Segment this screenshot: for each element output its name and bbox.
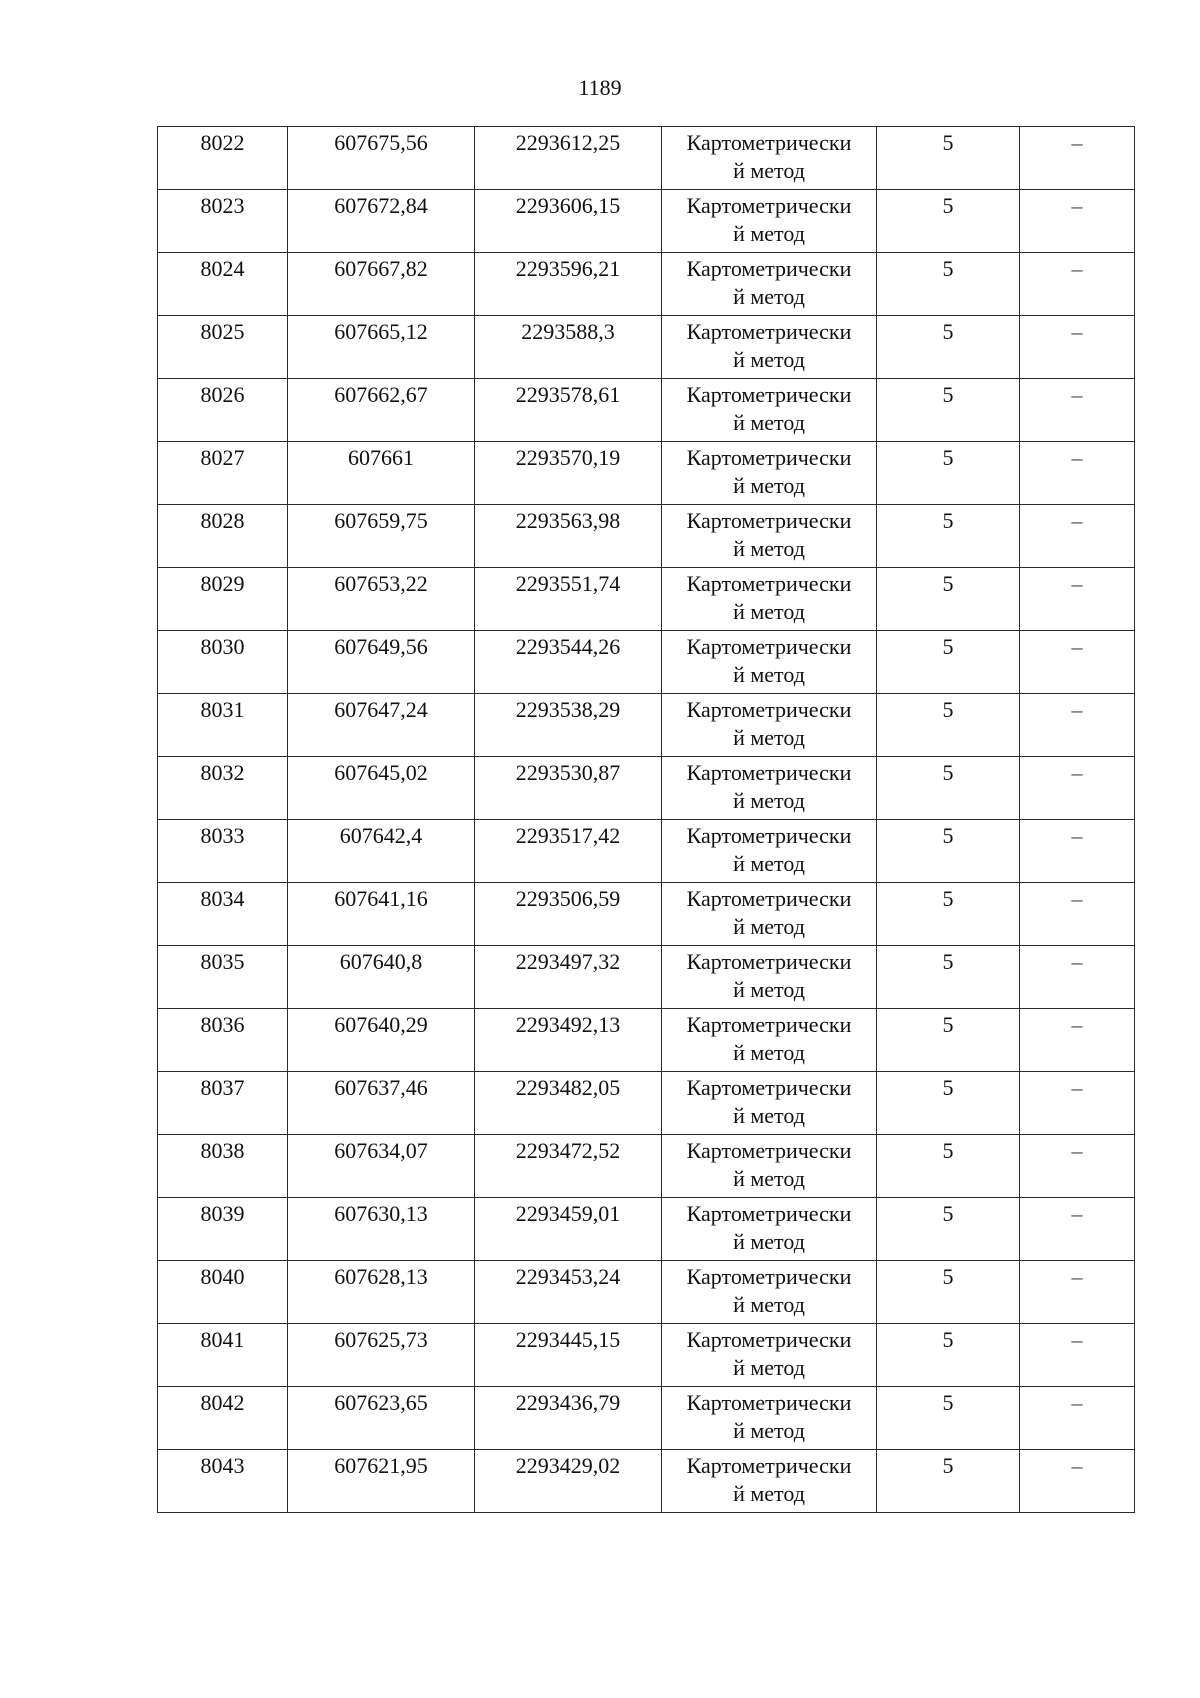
y-coordinate-cell: 2293538,29 (475, 694, 662, 757)
table-row (158, 505, 1135, 568)
note-cell: – (1020, 379, 1135, 442)
method-cell (662, 442, 877, 505)
point-number-cell: 8042 (158, 1387, 288, 1450)
note-cell: – (1020, 1387, 1135, 1450)
accuracy-cell: 5 (877, 1135, 1020, 1198)
y-coordinate-cell: 2293492,13 (475, 1009, 662, 1072)
note-cell: – (1020, 1324, 1135, 1387)
note-cell: – (1020, 127, 1135, 190)
accuracy-cell: 5 (877, 820, 1020, 883)
point-number-cell: 8036 (158, 1009, 288, 1072)
method-cell (662, 757, 877, 820)
method-cell (662, 1261, 877, 1324)
point-number-cell: 8023 (158, 190, 288, 253)
y-coordinate-cell: 2293497,32 (475, 946, 662, 1009)
point-number-cell: 8030 (158, 631, 288, 694)
table-row (158, 442, 1135, 505)
method-text-line-1: Картометрически (686, 1138, 852, 1163)
accuracy-cell: 5 (877, 379, 1020, 442)
note-cell: – (1020, 883, 1135, 946)
y-coordinate-cell: 2293596,21 (475, 253, 662, 316)
accuracy-cell: 5 (877, 1387, 1020, 1450)
y-coordinate-cell: 2293570,19 (475, 442, 662, 505)
point-number-cell: 8034 (158, 883, 288, 946)
method-text-line-1: Картометрически (686, 445, 852, 470)
method-cell (662, 316, 877, 379)
point-number-cell: 8039 (158, 1198, 288, 1261)
accuracy-cell: 5 (877, 1198, 1020, 1261)
method-text-line-1: Картометрически (686, 508, 852, 533)
x-coordinate-cell: 607661 (288, 442, 475, 505)
accuracy-cell: 5 (877, 694, 1020, 757)
method-text-line-2: й метод (733, 725, 805, 750)
page-number: 1189 (578, 75, 622, 100)
y-coordinate-cell: 2293506,59 (475, 883, 662, 946)
method-text-line-2: й метод (733, 536, 805, 561)
method-text-line-1: Картометрически (686, 319, 852, 344)
point-number-cell: 8031 (158, 694, 288, 757)
x-coordinate-cell: 607653,22 (288, 568, 475, 631)
table-row (158, 1387, 1135, 1450)
method-text-line-2: й метод (733, 1103, 805, 1128)
method-text-line-2: й метод (733, 1040, 805, 1065)
point-number-cell: 8043 (158, 1450, 288, 1513)
coordinates-table-body (158, 127, 1135, 1513)
accuracy-cell: 5 (877, 253, 1020, 316)
method-text-line-1: Картометрически (686, 949, 852, 974)
method-cell (662, 505, 877, 568)
accuracy-cell: 5 (877, 316, 1020, 379)
method-text-line-2: й метод (733, 158, 805, 183)
method-text-line-1: Картометрически (686, 697, 852, 722)
note-cell: – (1020, 946, 1135, 1009)
x-coordinate-cell: 607637,46 (288, 1072, 475, 1135)
accuracy-cell: 5 (877, 631, 1020, 694)
point-number-cell: 8032 (158, 757, 288, 820)
y-coordinate-cell: 2293472,52 (475, 1135, 662, 1198)
x-coordinate-cell: 607628,13 (288, 1261, 475, 1324)
method-cell (662, 1387, 877, 1450)
method-cell (662, 1072, 877, 1135)
method-text-line-2: й метод (733, 347, 805, 372)
table-row (158, 1198, 1135, 1261)
method-text-line-1: Картометрически (686, 571, 852, 596)
method-text-line-1: Картометрически (686, 130, 852, 155)
coordinates-table (157, 126, 1135, 1513)
y-coordinate-cell: 2293517,42 (475, 820, 662, 883)
method-text-line-1: Картометрически (686, 382, 852, 407)
y-coordinate-cell: 2293445,15 (475, 1324, 662, 1387)
x-coordinate-cell: 607649,56 (288, 631, 475, 694)
method-text-line-1: Картометрически (686, 634, 852, 659)
method-cell (662, 1009, 877, 1072)
y-coordinate-cell: 2293459,01 (475, 1198, 662, 1261)
y-coordinate-cell: 2293429,02 (475, 1450, 662, 1513)
note-cell: – (1020, 568, 1135, 631)
method-cell (662, 379, 877, 442)
method-text-line-1: Картометрически (686, 1390, 852, 1415)
x-coordinate-cell: 607623,65 (288, 1387, 475, 1450)
method-cell (662, 1324, 877, 1387)
point-number-cell: 8038 (158, 1135, 288, 1198)
point-number-cell: 8022 (158, 127, 288, 190)
point-number-cell: 8041 (158, 1324, 288, 1387)
note-cell: – (1020, 820, 1135, 883)
method-text-line-1: Картометрически (686, 1264, 852, 1289)
accuracy-cell: 5 (877, 1450, 1020, 1513)
y-coordinate-cell: 2293453,24 (475, 1261, 662, 1324)
note-cell: – (1020, 1198, 1135, 1261)
method-text-line-2: й метод (733, 221, 805, 246)
point-number-cell: 8033 (158, 820, 288, 883)
accuracy-cell: 5 (877, 1261, 1020, 1324)
method-text-line-2: й метод (733, 788, 805, 813)
accuracy-cell: 5 (877, 568, 1020, 631)
x-coordinate-cell: 607645,02 (288, 757, 475, 820)
accuracy-cell: 5 (877, 1324, 1020, 1387)
y-coordinate-cell: 2293578,61 (475, 379, 662, 442)
y-coordinate-cell: 2293563,98 (475, 505, 662, 568)
method-text-line-2: й метод (733, 473, 805, 498)
note-cell: – (1020, 1261, 1135, 1324)
table-row (158, 379, 1135, 442)
x-coordinate-cell: 607640,8 (288, 946, 475, 1009)
point-number-cell: 8028 (158, 505, 288, 568)
method-cell (662, 1450, 877, 1513)
method-cell (662, 883, 877, 946)
point-number-cell: 8037 (158, 1072, 288, 1135)
point-number-cell: 8024 (158, 253, 288, 316)
method-text-line-2: й метод (733, 914, 805, 939)
table-row (158, 190, 1135, 253)
y-coordinate-cell: 2293588,3 (475, 316, 662, 379)
method-text-line-2: й метод (733, 599, 805, 624)
method-text-line-2: й метод (733, 1418, 805, 1443)
accuracy-cell: 5 (877, 883, 1020, 946)
method-text-line-1: Картометрически (686, 1012, 852, 1037)
point-number-cell: 8040 (158, 1261, 288, 1324)
x-coordinate-cell: 607621,95 (288, 1450, 475, 1513)
table-row (158, 631, 1135, 694)
y-coordinate-cell: 2293530,87 (475, 757, 662, 820)
method-text-line-2: й метод (733, 284, 805, 309)
method-cell (662, 820, 877, 883)
accuracy-cell: 5 (877, 1072, 1020, 1135)
method-cell (662, 1135, 877, 1198)
note-cell: – (1020, 757, 1135, 820)
point-number-cell: 8025 (158, 316, 288, 379)
method-cell (662, 253, 877, 316)
point-number-cell: 8029 (158, 568, 288, 631)
point-number-cell: 8035 (158, 946, 288, 1009)
point-number-cell: 8026 (158, 379, 288, 442)
note-cell: – (1020, 316, 1135, 379)
method-text-line-1: Картометрически (686, 1327, 852, 1352)
x-coordinate-cell: 607665,12 (288, 316, 475, 379)
method-text-line-1: Картометрически (686, 886, 852, 911)
method-text-line-2: й метод (733, 1292, 805, 1317)
method-text-line-2: й метод (733, 977, 805, 1002)
method-text-line-2: й метод (733, 851, 805, 876)
method-text-line-1: Картометрически (686, 193, 852, 218)
table-row (158, 1072, 1135, 1135)
x-coordinate-cell: 607634,07 (288, 1135, 475, 1198)
x-coordinate-cell: 607640,29 (288, 1009, 475, 1072)
method-cell (662, 568, 877, 631)
note-cell: – (1020, 1072, 1135, 1135)
method-text-line-1: Картометрически (686, 1201, 852, 1226)
x-coordinate-cell: 607667,82 (288, 253, 475, 316)
table-row (158, 946, 1135, 1009)
x-coordinate-cell: 607662,67 (288, 379, 475, 442)
note-cell: – (1020, 1450, 1135, 1513)
method-text-line-1: Картометрически (686, 1075, 852, 1100)
note-cell: – (1020, 1135, 1135, 1198)
y-coordinate-cell: 2293436,79 (475, 1387, 662, 1450)
note-cell: – (1020, 253, 1135, 316)
x-coordinate-cell: 607625,73 (288, 1324, 475, 1387)
note-cell: – (1020, 1009, 1135, 1072)
method-cell (662, 694, 877, 757)
accuracy-cell: 5 (877, 1009, 1020, 1072)
table-row (158, 253, 1135, 316)
table-row (158, 1324, 1135, 1387)
table-row (158, 127, 1135, 190)
method-text-line-1: Картометрически (686, 256, 852, 281)
note-cell: – (1020, 694, 1135, 757)
method-text-line-1: Картометрически (686, 823, 852, 848)
x-coordinate-cell: 607675,56 (288, 127, 475, 190)
y-coordinate-cell: 2293551,74 (475, 568, 662, 631)
table-row (158, 1135, 1135, 1198)
method-text-line-1: Картометрически (686, 760, 852, 785)
method-cell (662, 127, 877, 190)
note-cell: – (1020, 631, 1135, 694)
y-coordinate-cell: 2293544,26 (475, 631, 662, 694)
y-coordinate-cell: 2293606,15 (475, 190, 662, 253)
y-coordinate-cell: 2293612,25 (475, 127, 662, 190)
x-coordinate-cell: 607641,16 (288, 883, 475, 946)
method-text-line-2: й метод (733, 1229, 805, 1254)
table-row (158, 1261, 1135, 1324)
accuracy-cell: 5 (877, 946, 1020, 1009)
method-text-line-2: й метод (733, 662, 805, 687)
x-coordinate-cell: 607659,75 (288, 505, 475, 568)
table-row (158, 1009, 1135, 1072)
accuracy-cell: 5 (877, 505, 1020, 568)
table-row (158, 568, 1135, 631)
y-coordinate-cell: 2293482,05 (475, 1072, 662, 1135)
accuracy-cell: 5 (877, 757, 1020, 820)
method-text-line-2: й метод (733, 1166, 805, 1191)
method-text-line-2: й метод (733, 410, 805, 435)
note-cell: – (1020, 505, 1135, 568)
table-row (158, 883, 1135, 946)
x-coordinate-cell: 607642,4 (288, 820, 475, 883)
table-row (158, 316, 1135, 379)
method-cell (662, 1198, 877, 1261)
method-text-line-2: й метод (733, 1481, 805, 1506)
note-cell: – (1020, 190, 1135, 253)
x-coordinate-cell: 607630,13 (288, 1198, 475, 1261)
x-coordinate-cell: 607647,24 (288, 694, 475, 757)
method-text-line-2: й метод (733, 1355, 805, 1380)
method-cell (662, 946, 877, 1009)
accuracy-cell: 5 (877, 127, 1020, 190)
point-number-cell: 8027 (158, 442, 288, 505)
accuracy-cell: 5 (877, 442, 1020, 505)
method-text-line-1: Картометрически (686, 1453, 852, 1478)
method-cell (662, 631, 877, 694)
table-row (158, 694, 1135, 757)
x-coordinate-cell: 607672,84 (288, 190, 475, 253)
note-cell: – (1020, 442, 1135, 505)
table-row (158, 757, 1135, 820)
accuracy-cell: 5 (877, 190, 1020, 253)
table-row (158, 820, 1135, 883)
method-cell (662, 190, 877, 253)
table-row (158, 1450, 1135, 1513)
